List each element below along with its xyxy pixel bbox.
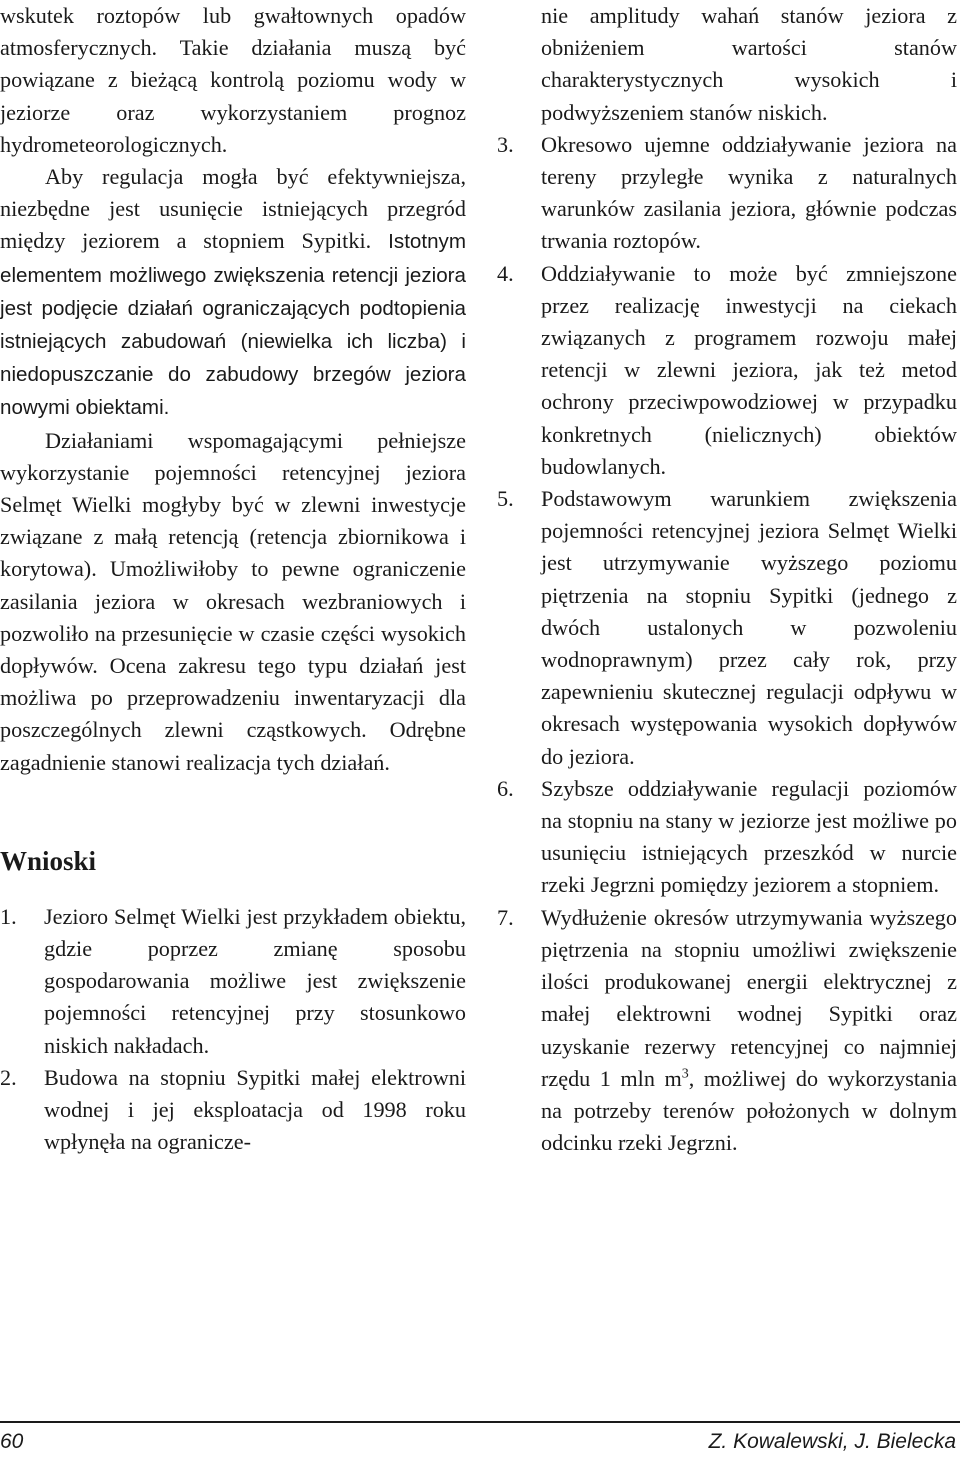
list-item-text: nie amplitudy wahań stanów jeziora z obniżeniem wartości stanów charakterystycznych wysokich i podwyższeniem stanów niskich.: [541, 3, 957, 125]
footer-rule: [0, 1421, 960, 1423]
list-item-number: 6.: [497, 775, 514, 801]
list-item-text-end: , możliwej do wykorzystania na potrzeby terenów położonych w dolnym odcinku rzeki Jegrzni.: [541, 1065, 958, 1156]
paragraph-2-serif: Aby regulacja mogła być efektywniejsza, niezbędne jest usunięcie istniejących przegród między jeziorem a stopniem Sypitki.: [0, 164, 466, 254]
list-item-continuation: [497, 0, 957, 129]
list-item-text: Wydłużenie okresów utrzymywania wyższego piętrzenia na stopniu umożliwi zwiększenie ilości produkowanej energii elektrycznej z małej elektrowni wodnej Sypitki oraz uzyskanie rezerwy retencyjnej co najmniej rzędu 1 mln m: [541, 904, 957, 1091]
list-item: [497, 129, 957, 258]
page-footer: [0, 1430, 960, 1460]
list-item-number: 5.: [497, 486, 514, 512]
list-item-text: Oddziaływanie to może być zmniejszone przez realizację inwestycji na ciekach związanych z programem rozwoju małej retencji w zlewni jeziora, jak też metod ochrony przeciwpowodziowej w przypadku konkretnych (nielicznych) obiektów budowlanych.: [541, 260, 957, 479]
list-item: [497, 902, 957, 1160]
conclusions-list-left: [0, 901, 466, 1159]
list-item: [497, 258, 957, 483]
list-item-number: 7.: [497, 904, 514, 930]
list-item-text: Podstawowym warunkiem zwiększenia pojemności retencyjnej jeziora Selmęt Wielki jest utrzymywanie wyższego poziomu piętrzenia na stopniu Sypitki (jednego z dwóch ustalonych w pozwoleniu wodnoprawnym) przez cały rok, przy zapewnieniu skutecznej regulacji odpływu w okresach występowania wysokich dopływów do jeziora.: [541, 486, 957, 769]
list-item-number: 4.: [497, 260, 514, 286]
left-column: [0, 0, 466, 1159]
paragraph-1: wskutek roztopów lub gwałtownych opadów atmosferycznych. Takie działania muszą być powiązane z bieżącą kontrolą poziomu wody w jeziorze oraz wykorzystaniem prognoz hydrometeorologicznych.: [0, 3, 466, 157]
list-item: [0, 901, 466, 1062]
section-heading-wnioski: Wnioski: [0, 845, 97, 876]
footer-authors: Z. Kowalewski, J. Bielecka: [708, 1430, 956, 1453]
conclusions-list-right: [497, 0, 957, 1159]
paragraph-3: Działaniami wspomagającymi pełniejsze wykorzystanie pojemności retencyjnej jeziora Selmęt Wielki mogłyby być w zlewni inwestycje związane z małą retencją (retencja zbiornikowa i korytowa). Umożliwiłoby to pewne ograniczenie zasilania jeziora w okresach wezbraniowych i pozwoliło na przesunięcie w czasie części wysokich dopływów. Ocena zakresu tego typu działań jest możliwa po przeprowadzeniu inwentaryzacji dla poszczególnych zlewni cząstkowych. Odrębne zagadnienie stanowi realizacja tych działań.: [0, 427, 466, 775]
list-item-text: Szybsze oddziaływanie regulacji poziomów na stopniu na stany w jeziorze jest możliwe po usunięciu istniejących przeszkód w nurcie rzeki Jegrzni pomiędzy jeziorem a stopniem.: [541, 775, 957, 898]
superscript: 3: [681, 1066, 689, 1082]
list-item: [0, 1062, 466, 1159]
right-column: [497, 0, 957, 1159]
list-item-number: 2.: [0, 1064, 17, 1090]
list-item-text: Budowa na stopniu Sypitki małej elektrowni wodnej i jej eksploatacja od 1998 roku wpłynęła na ogranicze-: [44, 1064, 466, 1155]
paragraph-2: [0, 161, 466, 425]
list-item-text: Jezioro Selmęt Wielki jest przykładem obiektu, gdzie poprzez zmianę sposobu gospodarowania możliwe jest zwiększenie pojemności retencyjnej przy stosunkowo niskich nakładach.: [44, 903, 466, 1058]
list-item-text: Okresowo ujemne oddziaływanie jeziora na tereny przyległe wynika z naturalnych warunków zasilania jeziora, głównie podczas trwania roztopów.: [541, 131, 957, 254]
list-item-number: 1.: [0, 903, 17, 929]
paragraph-2-sans: Istotnym elementem możliwego zwiększenia retencji jeziora jest podjęcie działań ograniczających podtopienia istniejących zabudowań (niewielka ich liczba) i niedopuszczanie do zabudowy brzegów jeziora nowymi obiektami.: [0, 230, 466, 420]
list-item: [497, 773, 957, 902]
list-item-number: 3.: [497, 131, 514, 157]
list-item: [497, 483, 957, 773]
page-number: 60: [0, 1430, 24, 1453]
